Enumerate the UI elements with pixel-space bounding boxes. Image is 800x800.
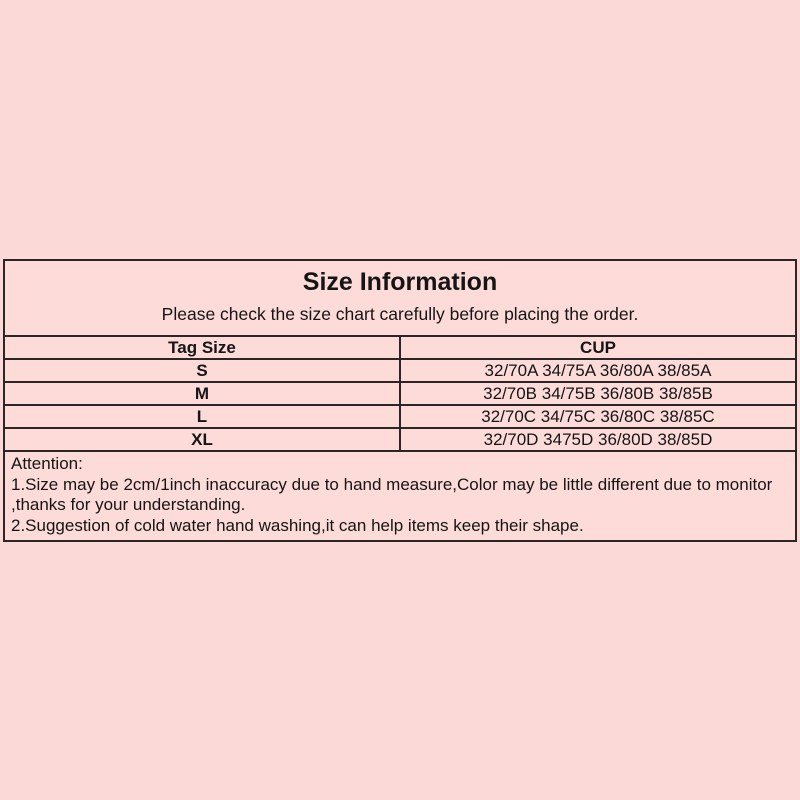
attention-row — [4, 451, 796, 541]
title-cell — [4, 260, 796, 336]
table-row-m — [4, 382, 796, 405]
attention-note-2: 2.Suggestion of cold water hand washing,it can help items keep their shape. — [11, 515, 584, 535]
table-row-s — [4, 359, 796, 382]
tag-size-cell: S — [4, 359, 400, 382]
table-row-l — [4, 405, 796, 428]
cup-cell: 32/70C 34/75C 36/80C 38/85C — [400, 405, 796, 428]
attention-cell — [4, 451, 796, 541]
page-title: Size Information — [302, 268, 498, 296]
cup-cell: 32/70D 3475D 36/80D 38/85D — [400, 428, 796, 451]
size-information-table — [3, 259, 797, 542]
attention-note-1-continued: ,thanks for your understanding. — [11, 495, 246, 514]
tag-size-cell: XL — [4, 428, 400, 451]
attention-heading: Attention: — [11, 454, 83, 473]
column-header-tag-size: Tag Size — [4, 336, 400, 359]
title-row — [4, 260, 796, 336]
cup-cell: 32/70B 34/75B 36/80B 38/85B — [400, 382, 796, 405]
header-row — [4, 336, 796, 359]
attention-note-1: 1.Size may be 2cm/1inch inaccuracy due to hand measure,Color may be little different due to monitor — [11, 474, 773, 494]
column-header-cup: CUP — [400, 336, 796, 359]
tag-size-cell: M — [4, 382, 400, 405]
tag-size-cell: L — [4, 405, 400, 428]
table-row-xl — [4, 428, 796, 451]
page-subtitle: Please check the size chart carefully before placing the order. — [161, 304, 639, 324]
cup-cell: 32/70A 34/75A 36/80A 38/85A — [400, 359, 796, 382]
